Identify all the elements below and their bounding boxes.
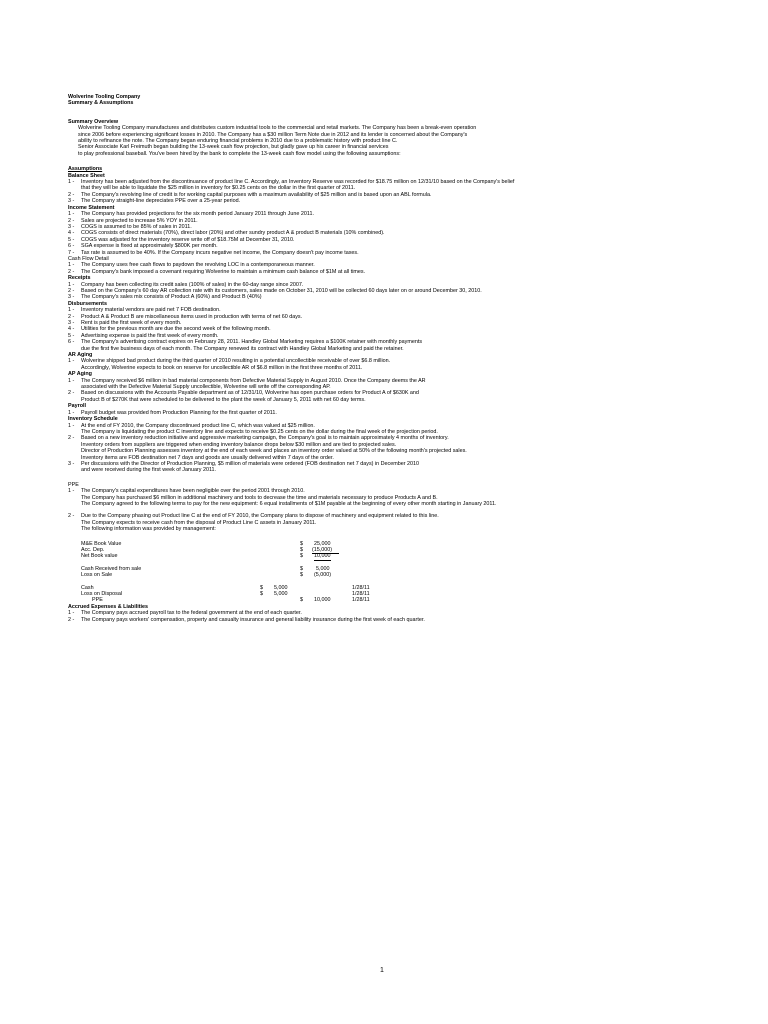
list-item-continuation: Inventory items are FOB destination net 7 days and goods are usually delivered within 7 days of the order. — [81, 454, 334, 461]
list-item: 2 - Based on the Company's 60 day AR collection rate with its customers, sales made on October 31, 2010 will be collected 60 days later on or around December 30, 2010. — [68, 287, 482, 294]
list-item: 2 - The Company pays workers' compensation, property and casualty insurance and general liability insurance during the first week of each quarter. — [68, 616, 425, 623]
list-item: 3 - The Company straight-line depreciates PPE over a 25-year period. — [68, 198, 241, 205]
sale-table — [68, 566, 708, 579]
list-item: 1 - The Company received $6 million in bad material components from Defective Material Supply in August 2010. Once the Company deems the AR — [68, 377, 426, 384]
list-item: 1 - Company has been collecting its credit sales (100% of sales) in the 60-day range since 2007. — [68, 281, 304, 288]
list-item: 7 - Tax rate is assumed to be 40%. If the Company incurs negative net income, the Company doesn't pay income taxes. — [68, 249, 359, 256]
list-item-continuation: The following information was provided by management: — [81, 526, 216, 533]
list-item: 5 - COGS was adjusted for the inventory reserve write off of $18.75M at December 31, 2010. — [68, 236, 295, 243]
cash-flow-heading: Cash Flow Detail — [68, 255, 109, 262]
list-item: 1 - The Company pays accrued payroll tax to the federal government at the end of each quarter. — [68, 610, 302, 617]
list-item-continuation: Director of Production Planning assesses inventory at the end of each week and places an inventory order valued at 50% of the following month's projected sales. — [81, 448, 467, 455]
list-item: 1 - Inventory material vendors are paid net 7 FOB destination. — [68, 307, 221, 314]
list-item: 1 - Wolverine shipped bad product during the third quarter of 2010 resulting in a potential uncollectible receivable of over $6.8 million. — [68, 358, 391, 365]
list-item-continuation: associated with the Defective Material Supply uncollectible, Wolverine will write off the corresponding AP. — [81, 384, 331, 391]
list-item-continuation: The Company expects to receive cash from the disposal of Product Line C assets in January 2011. — [81, 519, 317, 526]
ap-aging-heading: AP Aging — [68, 371, 92, 378]
list-item: 1 - At the end of FY 2010, the Company discontinued product line C, which was valued at $25 million. — [68, 422, 315, 429]
list-item: 2 - Product A & Product B are miscellaneous items used in production with terms of net 60 days. — [68, 313, 303, 320]
page-number: 1 — [380, 967, 384, 974]
summary-heading: Summary Overview — [68, 118, 119, 125]
list-item: 2 - Based on discussions with the Accounts Payable department as of 12/31/10, Wolverine has open purchase orders for Product A of $630K and — [68, 390, 419, 397]
summary-line: Wolverine Tooling Company manufactures and distributes custom industrial tools to the commercial and retail markets. The Company has been a break-even operation — [78, 125, 477, 132]
list-item-continuation: The Company agreed to the following terms to pay for the new equipment: 6 equal installments of $1M payable at the beginning of every other month starting in January 2011. — [81, 500, 497, 507]
table-row: PPE $ 10,000 1/28/11 — [92, 597, 370, 604]
payroll-heading: Payroll — [68, 403, 86, 410]
table-row: Loss on Sale $ (5,000) — [81, 572, 332, 579]
list-item: 3 - COGS is assumed to be 85% of sales in 2011. — [68, 223, 192, 230]
book-value-table — [68, 541, 708, 560]
list-item: 5 - Advertising expense is paid the first week of every month. — [68, 332, 219, 339]
company-name: Wolverine Tooling Company — [68, 94, 141, 100]
list-item: 2 - Due to the Company phasing out Product line C at the end of FY 2010, the Company plans to dispose of machinery and equipment related to this line. — [68, 513, 439, 520]
list-item-continuation: and were received during the first week of January 2011. — [81, 467, 217, 474]
table-row: Acc. Dep. $ (15,000) — [68, 547, 708, 553]
income-statement-heading: Income Statement — [68, 204, 115, 211]
disbursements-heading: Disbursements — [68, 300, 107, 307]
list-item-continuation: The Company is liquidating the product C inventory line and expects to receive $0.25 cents on the dollar during the final week of the projection period. — [81, 428, 438, 435]
ar-aging-heading: AR Aging — [68, 352, 93, 359]
list-item: 1 - The Company has provided projections for the six month period January 2011 through June 2011. — [68, 211, 314, 218]
receipts-heading: Receipts — [68, 275, 91, 282]
summary-line: ability to refinance the note. The Company began enduring financial problems in 2010 due to a problematic history with product line C. — [78, 138, 398, 145]
list-item: 3 - Per discussions with the Director of Production Planning, $5 million of materials were ordered (FOB destination net 7 days) in December 2010 — [68, 460, 419, 467]
list-item-continuation: Product B of $270K that were scheduled to be delivered to the plant the week of January 5, 2011 with net 60 day terms. — [81, 396, 366, 403]
summary-line: since 2006 before experiencing significant losses in 2010. The Company has a $30 million Term Note due in 2012 and its lender is concerned about the Company's — [78, 131, 468, 138]
list-item: 2 - The Company's bank imposed a covenant requiring Wolverine to maintain a minimum cash balance of $1M at all times. — [68, 268, 366, 275]
summary-line: to play professional baseball. You've been hired by the bank to complete the 13-week cash flow model using the following assumptions: — [78, 150, 401, 157]
balance-sheet-heading: Balance Sheet — [68, 172, 105, 179]
list-item: 6 - The Company's advertising contract expires on February 28, 2011. Handley Global Marketing requires a $100K retainer with monthly payments — [68, 339, 423, 346]
list-item: 1 - Payroll budget was provided from Production Planning for the first quarter of 2011. — [68, 409, 277, 416]
table-row: M&E Book Value $ 25,000 — [81, 540, 331, 547]
ppe-heading: PPE — [68, 481, 79, 488]
assumptions-heading: Assumptions — [68, 166, 103, 173]
list-item: 4 - COGS consists of direct materials (70%), direct labor (20%) and other sundry product A & product B materials (10% combined). — [68, 230, 385, 237]
document-page — [68, 94, 708, 623]
inventory-heading: Inventory Schedule — [68, 416, 118, 423]
summary-paragraph — [68, 125, 708, 157]
journal-entry-table — [68, 585, 708, 604]
list-item: 4 - Utilities for the previous month are due the second week of the following month. — [68, 326, 271, 333]
list-item: 3 - The Company's sales mix consists of Product A (60%) and Product B (40%) — [68, 294, 262, 301]
table-row: Cash $ 5,000 1/28/11 — [81, 584, 370, 591]
accrued-heading: Accrued Expenses & Liabilities — [68, 603, 148, 610]
list-item: 6 - SGA expense is fixed at approximately $800K per month. — [68, 243, 218, 250]
summary-line: Senior Associate Karl Freimuth began building the 13-week cash flow projection, but gladly gave up his career in financial services — [78, 144, 389, 151]
list-item: 2 - The Company's revolving line of credit is for working capital purposes with a maximum availability of $25 million and is based upon an ABL formula. — [68, 191, 432, 198]
list-item-continuation: due the first five business days of each month. The Company renewed its contract with Handley Global Marketing and paid the retainer. — [81, 345, 404, 352]
list-item: 3 - Rent is paid the first week of every month. — [68, 320, 182, 326]
list-item: 2 - Based on a new inventory reduction initiative and aggressive marketing campaign, the Company's goal is to maintain approximately 4 months of inventory. — [68, 435, 449, 442]
document-subtitle: Summary & Assumptions — [68, 100, 134, 107]
list-item-continuation: Accordingly, Wolverine expects to book on reserve for uncollectible AR of $6.8 million in the first three months of 2011. — [81, 364, 363, 371]
table-row: Cash Received from sale $ 5,000 — [81, 565, 330, 572]
list-item-continuation: that they will be able to liquidate the $25 million in inventory for $0.25 cents on the dollar in the first quarter of 2011. — [81, 185, 356, 192]
list-item: 1 - Inventory has been adjusted from the discontinuance of product line C. Accordingly, an Inventory Reserve was recorded for $18.75 million on 12/31/10 based on the Company's belief — [68, 179, 515, 186]
list-item: 1 - The Company's capital expenditures have been negligible over the period 2001 through 2010. — [68, 488, 305, 495]
list-item-continuation: Inventory orders from suppliers are triggered when ending inventory balance drops below $30 million and are tied to projected sales. — [81, 441, 397, 448]
list-item: 1 - The Company uses free cash flows to paydown the revolving LOC in a contemporaneous manner. — [68, 262, 315, 269]
table-row: Net Book value $ 10,000 — [81, 553, 331, 560]
list-item-continuation: The Company has purchased $6 million in additional machinery and tools to decrease the time and materials necessary to produce Products A and B. — [81, 494, 438, 501]
table-row: Loss on Disposal $ 5,000 1/28/11 — [81, 590, 370, 597]
list-item: 2 - Sales are projected to increase 5% YOY in 2011. — [68, 217, 198, 224]
